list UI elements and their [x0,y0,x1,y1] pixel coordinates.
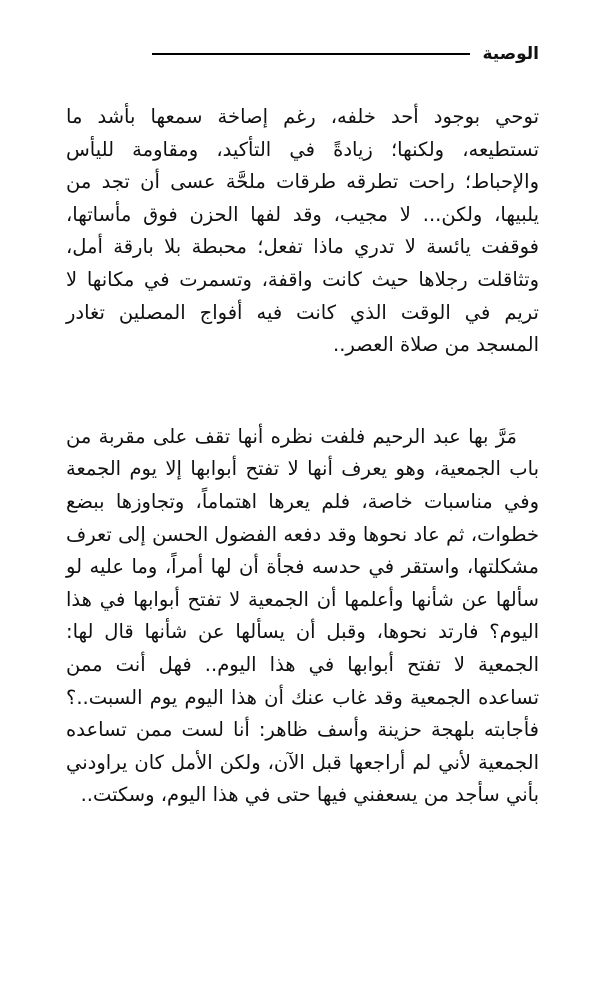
chapter-title: الوصية [482,44,539,64]
page-header [152,40,539,68]
page-body [66,101,539,812]
header-rule [152,53,470,55]
paragraph: مَرَّ بها عبد الرحيم فلفت نظره أنها تقف على مقربة من باب الجمعية، وهو يعرف أنها لا تفتح أبوابها إلا يوم الجمعة وفي مناسبات خاصة، فلم يعرها اهتماماً، وتجاوزها ببضع خطوات، ثم عاد نحوها وقد دفعه الفضول الحسن إلى تعرف مشكلتها، واستقر في حدسه فجأة أن لها أمراً، وما عليه لو سألها عن شأنها وأعلمها أن الجمعية لا تفتح أبوابها في هذا اليوم؟ فارتد نحوها، وقبل أن يسألها عن شأنها قال لها: الجمعية لا تفتح أبوابها في هذا اليوم.. فهل أنت ممن تساعده الجمعية وقد غاب عنك أن هذا اليوم يوم السبت..؟ فأجابته بلهجة حزينة وأسف ظاهر: أنا لست ممن تساعده الجمعية لأني لم أراجعها قبل الآن، ولكن الأمل كان يراودني بأني سأجد من يسعفني فيها حتى في هذا اليوم، وسكتت.. [66,424,539,807]
paragraph: توحي بوجود أحد خلفه، رغم إصاخة سمعها بأشد ما تستطيعه، ولكنها؛ زيادةً في التأكيد، ومقاومة لليأس والإحباط؛ راحت تطرقه طرقات ملحَّة عسى أن تجد من يلبيها، ولكن... لا مجيب، وقد لفها الحزن فوق مأساتها، فوقفت يائسة لا تدري ماذا تفعل؛ محبطة بلا بارقة أمل، وتثاقلت رجلاها حيث كانت واقفة، وتسمرت في مكانها لا تريم في الوقت الذي كانت فيه أفواج المصلين تغادر المسجد من صلاة العصر.. [66,105,539,357]
